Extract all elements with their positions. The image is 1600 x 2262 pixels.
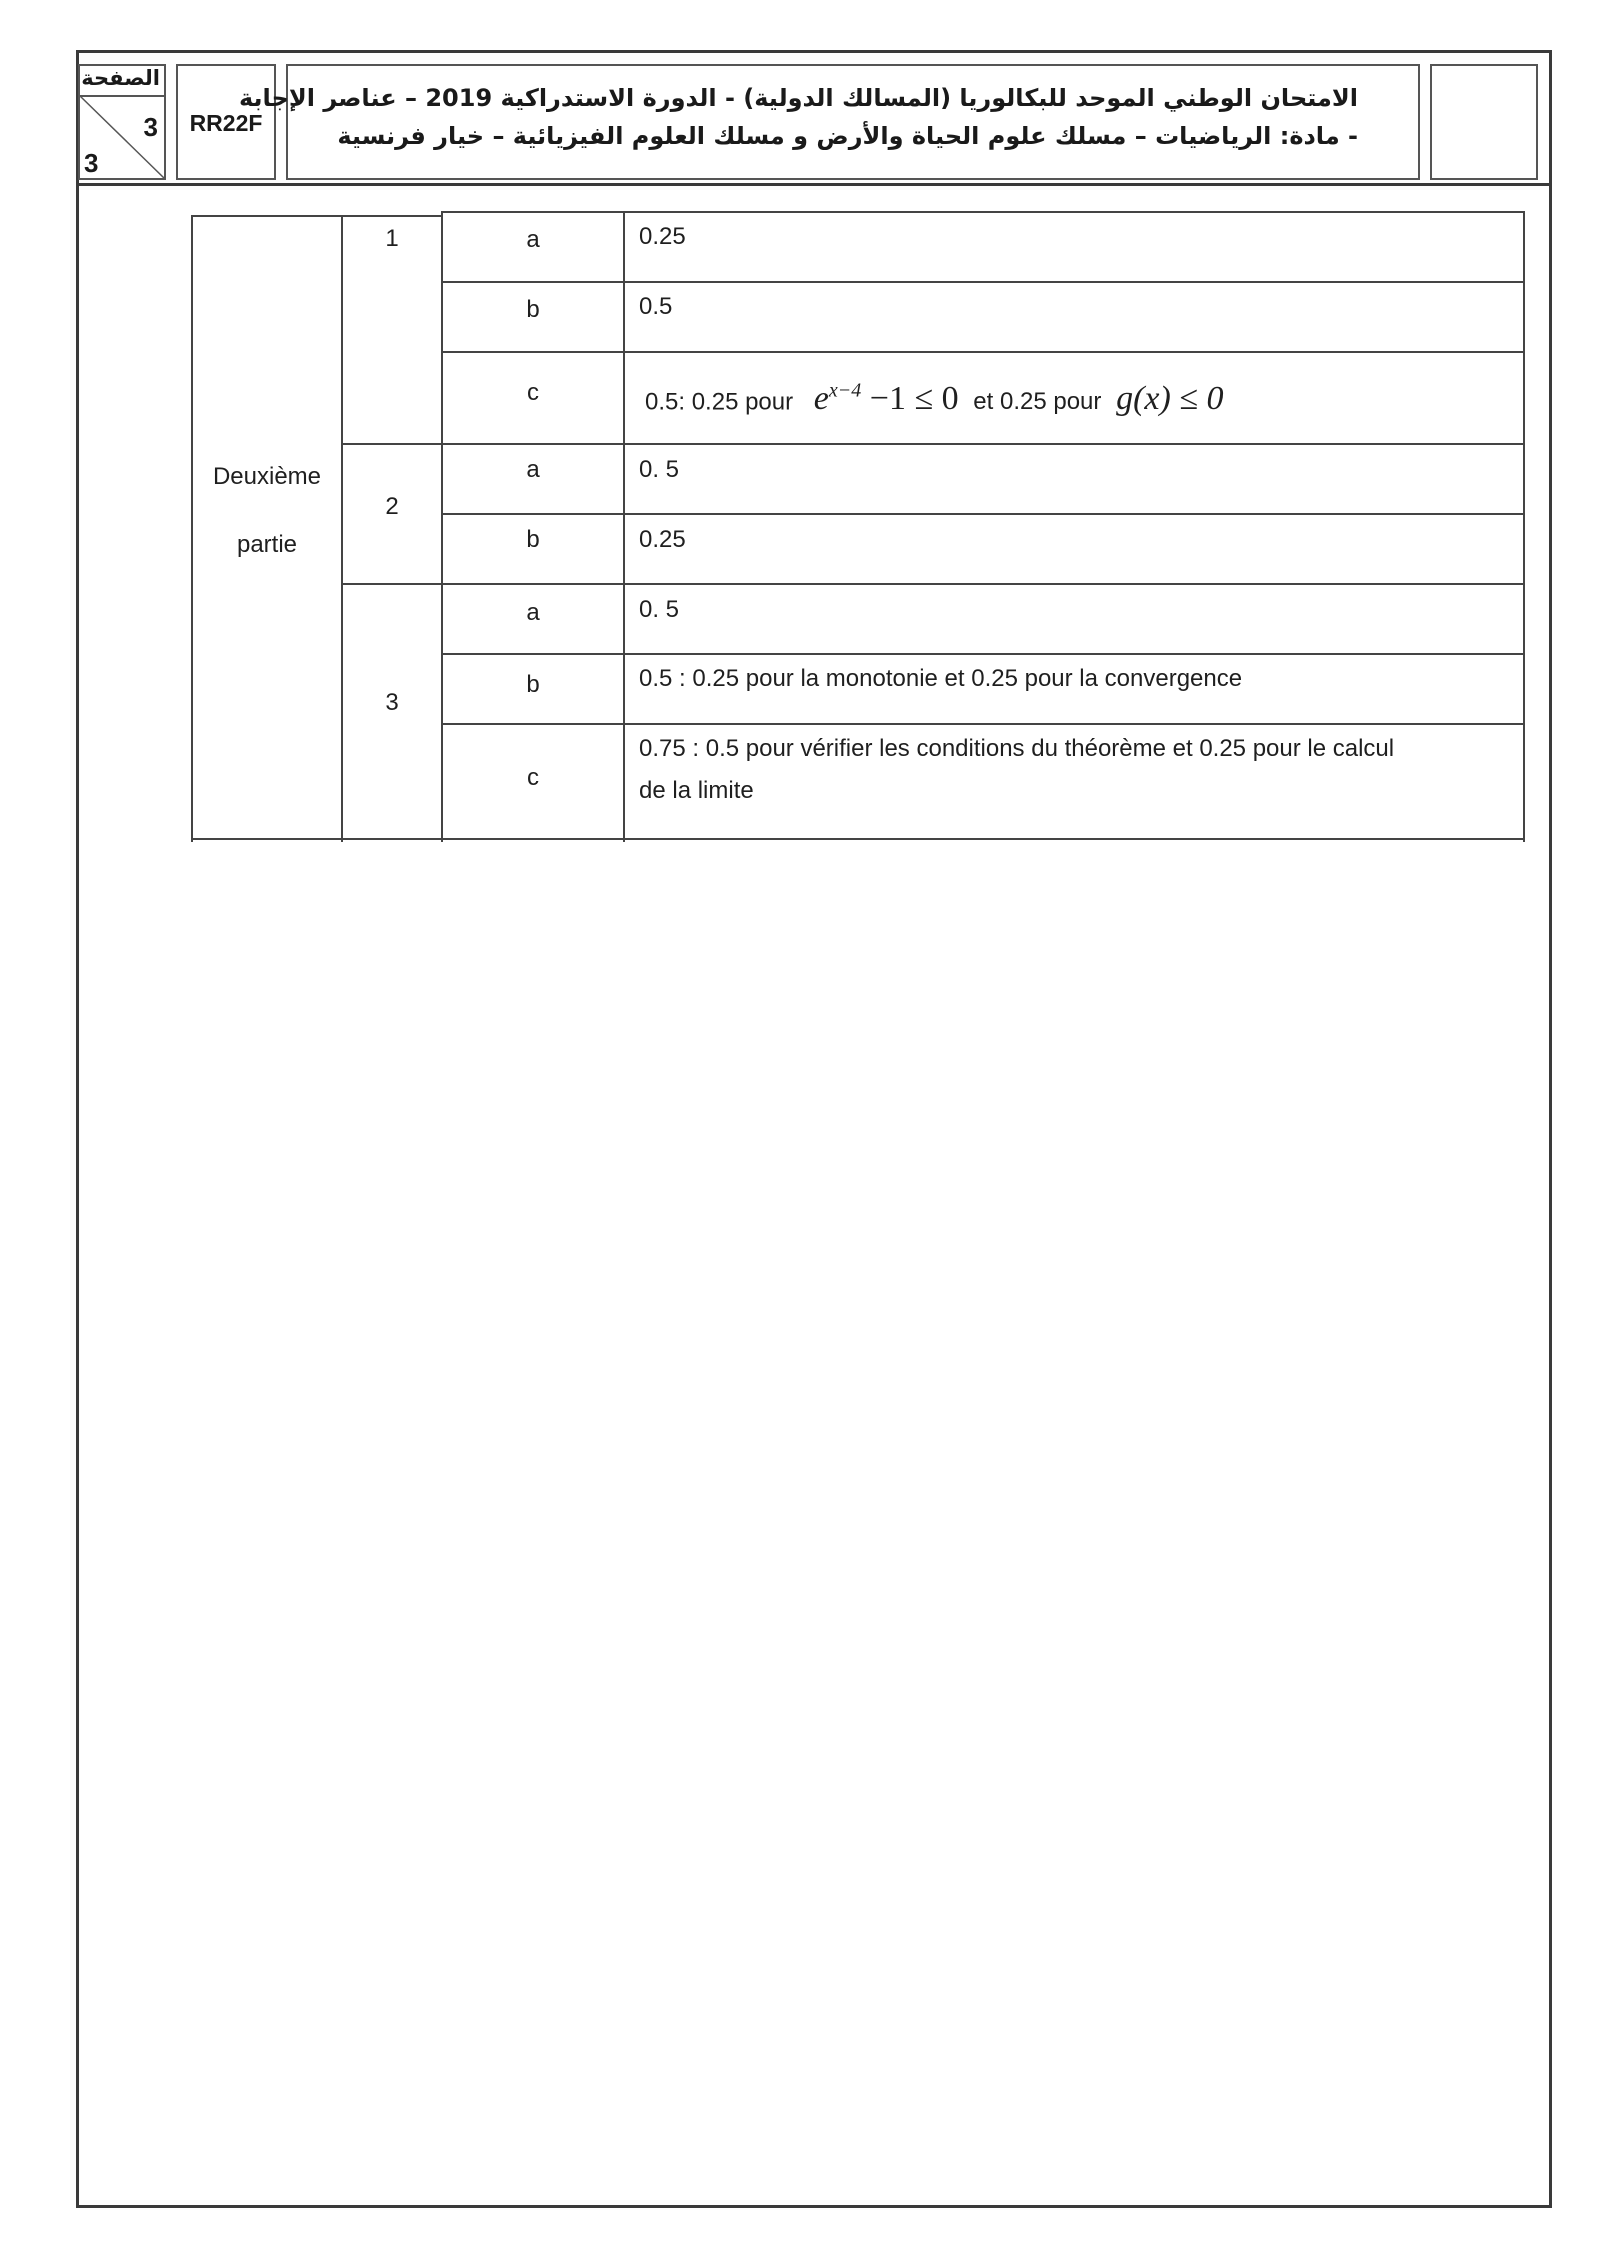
exam-subject: - مادة: الرياضيات – مسلك علوم الحياة والأرض و مسلك العلوم الفيزيائية – خيار فرنسية <box>337 122 1358 150</box>
sub-question-label: a <box>526 226 540 253</box>
page-current: 3 <box>143 112 158 142</box>
score-text <box>639 728 1394 812</box>
sub-question-label: a <box>526 456 540 483</box>
exam-code-box <box>176 64 276 180</box>
exam-title: الامتحان الوطني الموحد للبكالوريا (المسالك الدولية) - الدورة الاستدراكية 2019 – عناصر الإجابة <box>238 84 1358 112</box>
question-number: 3 <box>385 689 399 716</box>
formula-g-inequality: g(x) ≤ 0 <box>1116 380 1224 418</box>
part-label <box>193 456 341 566</box>
score-text: 0. 5 <box>639 456 680 483</box>
score-line1: 0.75 : 0.5 pour vérifier les conditions du théorème et 0.25 pour le calcul <box>639 735 1395 762</box>
sub-question-label: b <box>526 296 540 323</box>
question-number: 1 <box>385 225 399 252</box>
exam-title-box <box>238 64 1420 180</box>
sub-question-label: a <box>526 599 540 626</box>
header-divider <box>76 183 1552 186</box>
score-text: 0. 5 <box>639 596 680 623</box>
page-indicator <box>78 64 166 180</box>
sub-question-label: b <box>526 526 540 553</box>
sub-question-label: b <box>526 671 540 698</box>
page-total: 3 <box>84 148 99 178</box>
sub-question-label: c <box>527 764 539 791</box>
score-mid: et 0.25 pour <box>973 388 1102 416</box>
score-text: 0.5 <box>639 293 673 320</box>
formula-exp-inequality: $e^{x-4} -1 \le 0$ <box>813 380 959 418</box>
score-line2: de la limite <box>639 777 754 804</box>
score-text: 0.5 : 0.25 pour la monotonie et 0.25 pour la convergence <box>639 665 1243 692</box>
sub-question-label: c <box>527 379 539 406</box>
exam-code: RR22F <box>189 110 263 136</box>
part-label-line1: Deuxième <box>212 463 322 490</box>
blank-header-box <box>1430 64 1538 180</box>
score-prefix: 0.5: 0.25 pour <box>645 388 794 416</box>
score-text-with-formula <box>645 370 1223 423</box>
question-number: 2 <box>385 493 399 520</box>
score-text: 0.25 <box>639 526 686 553</box>
part-label-line2: partie <box>236 531 298 558</box>
score-text: 0.25 <box>639 223 686 250</box>
page-label: الصفحة <box>81 66 160 90</box>
